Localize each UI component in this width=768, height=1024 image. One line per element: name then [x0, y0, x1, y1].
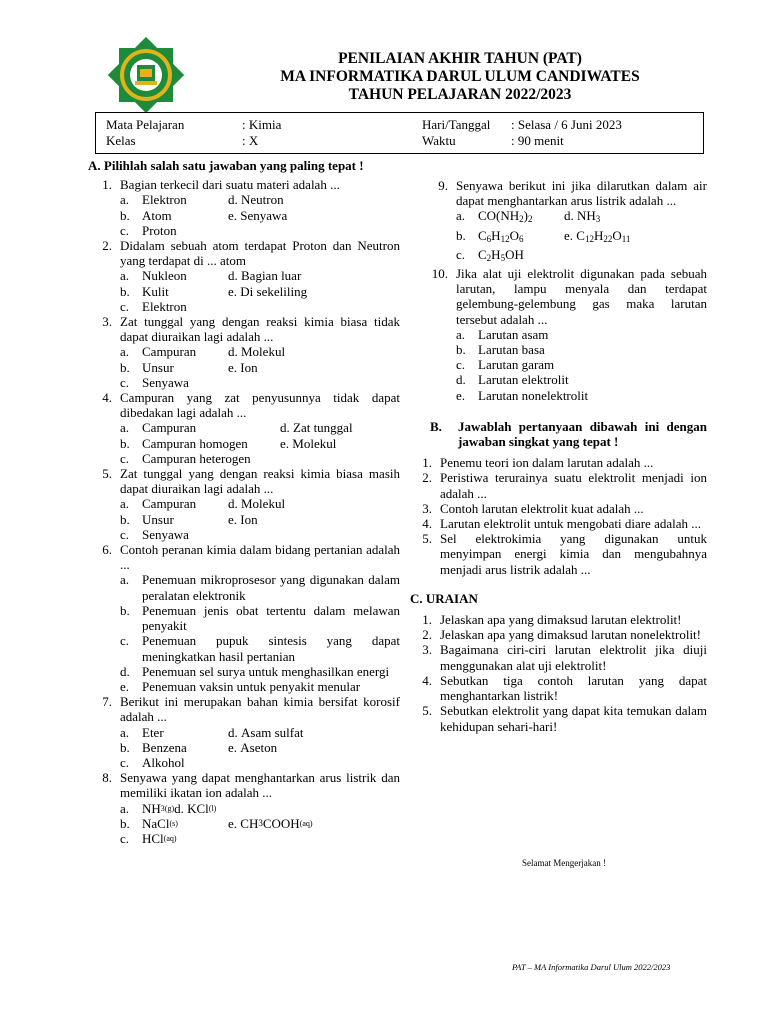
question-text: Contoh peranan kimia dalam bidang pertanian adalah ...	[120, 542, 400, 573]
section-b-list	[412, 455, 707, 577]
question-9: 9. Senyawa berikut ini jika dilarutkan dalam air dapat menghantarkan arus listrik adalah ... a. CO(NH2)2 d. NH3 b. C6H12O6 e. C12H22O11 c. C2H5OH	[438, 178, 707, 263]
question-10: 10. Jika alat uji elektrolit digunakan pada sebuah larutan, lampu menyala dan terdapat gelembung-gelembung gas maka larutan tersebut adalah ... a. Larutan asam b. Larutan basa c. Larutan garam d. Larutan elektrolit e. Larutan nonelektrolit	[431, 266, 707, 403]
exam-header	[200, 50, 720, 104]
question-8: 8. Senyawa yang dapat menghantarkan arus listrik dan memiliki ikatan ion adalah ... a. NH 3(g) d. KCl (l) b. NaCl (s) e. CH 3 COOH (aq) c. HCl (aq)	[102, 770, 400, 846]
right-column	[412, 178, 707, 734]
class-label: Kelas	[106, 133, 136, 148]
question-7: 7. Berikut ini merupakan bahan kimia bersifat korosif adalah ... a. Eter d. Asam sulfat b. Benzena e. Aseton c. Alkohol	[102, 694, 400, 770]
question-3: 3. Zat tunggal yang dengan reaksi kimia biasa tidak dapat diuraikan lagi adalah ... a. Campuran d. Molekul b. Unsur e. Ion c. Senyawa	[102, 314, 400, 390]
header-school: MA INFORMATIKA DARUL ULUM CANDIWATES	[280, 68, 640, 85]
question-text: Senyawa berikut ini jika dilarutkan dalam air dapat menghantarkan arus listrik adalah ...	[456, 178, 707, 209]
school-logo	[107, 36, 185, 114]
question-text: Jika alat uji elektrolit digunakan pada sebuah larutan, lampu menyala dan terdapat gelembung-gelembung gas maka larutan tersebut adalah ...	[456, 266, 707, 327]
list-item: 5. Sel elektrokimia yang digunakan untuk menyimpan energi kimia dan mengubahnya menjadi arus listrik adalah ...	[422, 531, 707, 577]
date-value: : Selasa / 6 Juni 2023	[511, 117, 622, 132]
question-text: Senyawa yang dapat menghantarkan arus listrik dan memiliki ikatan ion adalah ...	[120, 770, 400, 801]
section-c-list	[412, 612, 707, 734]
subject-value: : Kimia	[242, 117, 282, 132]
question-text: Berikut ini merupakan bahan kimia bersifat korosif adalah ...	[120, 694, 400, 725]
page-footer: PAT – MA Informatika Darul Ulum 2022/2023	[512, 962, 671, 972]
section-a-title: A. Pilihlah salah satu jawaban yang paling tepat !	[88, 158, 364, 173]
question-5: 5. Zat tunggal yang dengan reaksi kimia biasa masih dapat diuraikan lagi adalah ... a. Campuran d. Molekul b. Unsur e. Ion c. Senyawa	[102, 466, 400, 542]
question-text: Zat tunggal yang dengan reaksi kimia biasa tidak dapat diuraikan lagi adalah ...	[120, 314, 400, 345]
question-text: Zat tunggal yang dengan reaksi kimia biasa masih dapat diuraikan lagi adalah ...	[120, 466, 400, 497]
list-item: 3. Bagaimana ciri-ciri larutan elektrolit jika diuji menggunakan alat uji elektrolit!	[422, 642, 707, 673]
question-text: Didalam sebuah atom terdapat Proton dan Neutron yang terdapat di ... atom	[120, 238, 400, 269]
time-label: Waktu	[422, 133, 456, 148]
list-item: 1. Penemu teori ion dalam larutan adalah ...	[422, 455, 654, 471]
question-6: 6. Contoh peranan kimia dalam bidang pertanian adalah ... a. Penemuan mikroprosesor yang digunakan dalam peralatan elektronik b. Penemuan jenis obat tertentu dalam melawan penyakit c. Penemuan pupuk sintesis yang dapat meningkatkan hasil pertanian d. Penemuan sel surya untuk menghasilkan energi e. Penemuan vaksin untuk penyakit menular	[102, 542, 400, 694]
left-column	[88, 158, 400, 846]
list-item: 2. Peristiwa terurainya suatu elektrolit menjadi ion adalah ...	[422, 470, 707, 501]
list-item: 4. Sebutkan tiga contoh larutan yang dapat menghantarkan listrik!	[422, 672, 707, 704]
exam-info-box	[95, 112, 704, 154]
list-item: 2. Jelaskan apa yang dimaksud larutan nonelektrolit!	[422, 627, 702, 643]
class-value: : X	[242, 133, 259, 148]
time-value: : 90 menit	[511, 133, 564, 148]
date-label: Hari/Tanggal	[422, 117, 491, 132]
closing-text: Selamat Mengerjakan !	[522, 858, 606, 868]
list-item: 5. Sebutkan elektrolit yang dapat kita temukan dalam kehidupan sehari-hari!	[422, 703, 707, 734]
header-year: TAHUN PELAJARAN 2022/2023	[348, 86, 572, 103]
question-4: 4. Campuran yang zat penyusunnya tidak dapat dibedakan lagi adalah ... a. Campuran d. Zat tunggal b. Campuran homogen e. Molekul c. Campuran heterogen	[102, 390, 400, 466]
list-item: 3. Contoh larutan elektrolit kuat adalah ...	[422, 500, 644, 516]
question-text: Campuran yang zat penyusunnya tidak dapat dibedakan lagi adalah ...	[120, 390, 400, 421]
section-b-title: B. Jawablah pertanyaan dibawah ini dengan jawaban singkat yang tepat !	[430, 418, 707, 450]
subject-label: Mata Pelajaran	[106, 117, 185, 132]
question-1: 1. Bagian terkecil dari suatu materi adalah ... a. Elektron d. Neutron b. Atom e. Senyawa c. Proton	[88, 177, 400, 238]
list-item: 4. Larutan elektrolit untuk mengobati diare adalah ...	[422, 516, 701, 532]
list-item: 1. Jelaskan apa yang dimaksud larutan elektrolit!	[422, 612, 682, 628]
section-c-title: C. URAIAN	[410, 590, 478, 606]
question-2: 2. Didalam sebuah atom terdapat Proton dan Neutron yang terdapat di ... atom a. Nukleon d. Bagian luar b. Kulit e. Di sekeliling c. Elektron	[102, 238, 400, 314]
header-title: PENILAIAN AKHIR TAHUN (PAT)	[338, 50, 582, 67]
question-text: Bagian terkecil dari suatu materi adalah ...	[120, 177, 340, 193]
